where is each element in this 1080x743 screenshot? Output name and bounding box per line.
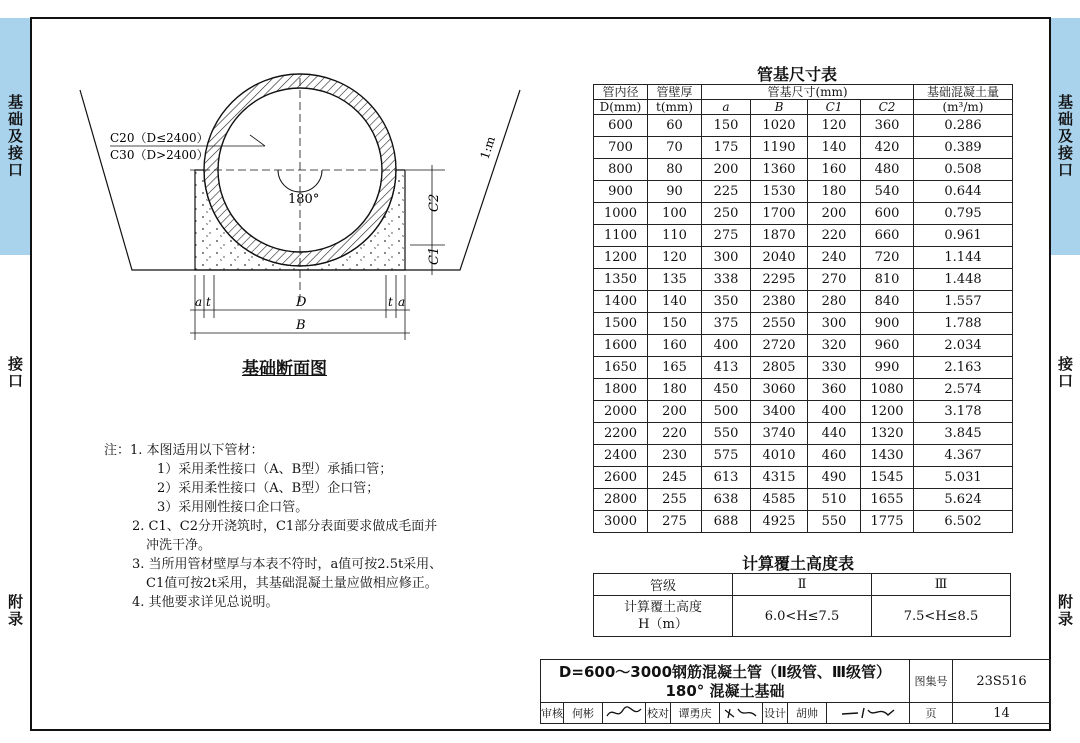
cover-height-text: 计算覆土高度 xyxy=(623,600,702,615)
table-cell: 638 xyxy=(702,489,751,511)
table-cell: 1775 xyxy=(861,511,914,533)
signature-graphic xyxy=(605,706,643,720)
angle-label: 180° xyxy=(288,192,320,207)
table-row xyxy=(594,137,1013,159)
table-cell: 330 xyxy=(808,357,861,379)
table-cell: 900 xyxy=(861,313,914,335)
foundation-section-drawing xyxy=(60,70,540,370)
header-text: 管内径 xyxy=(602,85,639,99)
table-row xyxy=(594,357,1013,379)
table-cell: 3000 xyxy=(594,511,648,533)
table-cell: 1200 xyxy=(861,401,914,423)
dimension-table-title: 管基尺寸表 xyxy=(757,65,838,84)
header-inner-dia xyxy=(594,85,648,100)
note-1c: 3）采用刚性接口企口管。 xyxy=(157,500,309,515)
table-cell: 2600 xyxy=(594,467,648,489)
table-cell: 1.448 xyxy=(914,269,1013,291)
table-cell: 0.795 xyxy=(914,203,1013,225)
table-cell: 1530 xyxy=(751,181,808,203)
dim-B-label: B xyxy=(296,318,306,333)
table-row xyxy=(594,401,1013,423)
table-cell: 1870 xyxy=(751,225,808,247)
reviewer-signature xyxy=(602,702,646,724)
header-a: a xyxy=(702,100,751,115)
table-cell: 960 xyxy=(861,335,914,357)
table-cell: 1320 xyxy=(861,423,914,445)
table-cell: 1080 xyxy=(861,379,914,401)
table-cell: 200 xyxy=(808,203,861,225)
designer-signature xyxy=(826,702,910,724)
table-cell: 110 xyxy=(648,225,702,247)
table-row xyxy=(594,379,1013,401)
table-cell: 70 xyxy=(648,137,702,159)
side-tab-appendix[interactable] xyxy=(1050,490,1080,731)
table-cell: 1.788 xyxy=(914,313,1013,335)
table-cell: 180 xyxy=(808,181,861,203)
table-cell: 3060 xyxy=(751,379,808,401)
table-cell: 510 xyxy=(808,489,861,511)
side-tab-label: 接口 xyxy=(6,355,24,390)
table-cell: 120 xyxy=(648,247,702,269)
atlas-number: 23S516 xyxy=(952,659,1051,703)
table-cell: 160 xyxy=(648,335,702,357)
table-row xyxy=(594,115,1013,137)
table-cell: 4315 xyxy=(751,467,808,489)
table-cell: 140 xyxy=(808,137,861,159)
side-tab-foundation[interactable] xyxy=(1050,18,1080,255)
note-4: 4. 其他要求详见总说明。 xyxy=(132,595,279,610)
table-cell: 160 xyxy=(808,159,861,181)
page-label: 页 xyxy=(909,702,953,724)
table-cell: 100 xyxy=(648,203,702,225)
table-cell: 2200 xyxy=(594,423,648,445)
table-cell: 1430 xyxy=(861,445,914,467)
header-volume-unit: (m³/m) xyxy=(914,100,1013,115)
side-tab-foundation[interactable] xyxy=(0,18,30,255)
table-cell: 360 xyxy=(861,115,914,137)
side-tab-label: 基础及接口 xyxy=(1056,94,1074,179)
header-group: 管基尺寸(mm) xyxy=(702,85,914,100)
title-block xyxy=(540,659,1051,731)
table-row xyxy=(594,247,1013,269)
table-cell: 4010 xyxy=(751,445,808,467)
note-3a: 3. 当所用管材壁厚与本表不符时，a值可按2.5t采用、 xyxy=(132,557,443,572)
table-cell: 220 xyxy=(808,225,861,247)
table-cell: 1.144 xyxy=(914,247,1013,269)
table-cell: 250 xyxy=(702,203,751,225)
table-cell: 2000 xyxy=(594,401,648,423)
design-label: 设计 xyxy=(762,702,788,724)
side-tab-appendix[interactable] xyxy=(0,490,30,731)
concrete-grade-c30: C30（D>2400） xyxy=(110,148,209,162)
cover-grade-label: 管级 xyxy=(594,574,733,596)
table-cell: 140 xyxy=(648,291,702,313)
table-cell: 1200 xyxy=(594,247,648,269)
table-cell: 0.644 xyxy=(914,181,1013,203)
table-cell: 275 xyxy=(702,225,751,247)
notes-block xyxy=(104,441,442,612)
side-tab-label: 附录 xyxy=(1056,593,1074,628)
header-text: 管壁厚 xyxy=(656,85,693,99)
drawing-title-line2: 180° 混凝土基础 xyxy=(665,682,785,700)
table-cell: 1.557 xyxy=(914,291,1013,313)
designer-name: 胡帅 xyxy=(787,702,827,724)
table-cell: 540 xyxy=(861,181,914,203)
table-cell: 255 xyxy=(648,489,702,511)
table-cell: 413 xyxy=(702,357,751,379)
table-cell: 1360 xyxy=(751,159,808,181)
check-label: 校对 xyxy=(645,702,671,724)
cover-range-2: 6.0<H≤7.5 xyxy=(733,596,872,637)
dim-t-right: t xyxy=(388,295,393,309)
dim-c1-label: C1 xyxy=(427,246,442,265)
table-cell: 135 xyxy=(648,269,702,291)
table-cell: 2380 xyxy=(751,291,808,313)
note-intro: 注：1. 本图适用以下管材： xyxy=(104,443,264,458)
header-B: B xyxy=(751,100,808,115)
table-cell: 2400 xyxy=(594,445,648,467)
table-cell: 275 xyxy=(648,511,702,533)
header-inner-dia-unit: D(mm) xyxy=(594,100,648,115)
table-cell: 1190 xyxy=(751,137,808,159)
note-3b: C1值可按2t采用，其基础混凝土量应做相应修正。 xyxy=(146,576,438,591)
table-cell: 700 xyxy=(594,137,648,159)
signature-graphic xyxy=(838,706,898,720)
dimension-table-body xyxy=(594,115,1013,533)
table-cell: 400 xyxy=(808,401,861,423)
page-number: 14 xyxy=(952,702,1051,724)
cover-grade-3: Ⅲ xyxy=(872,574,1011,596)
table-cell: 1500 xyxy=(594,313,648,335)
dim-c2-label: C2 xyxy=(427,193,442,212)
side-tab-label: 接口 xyxy=(1056,355,1074,390)
cover-height-unit: H（m） xyxy=(638,617,688,632)
table-row xyxy=(594,423,1013,445)
table-cell: 2805 xyxy=(751,357,808,379)
table-row xyxy=(594,467,1013,489)
table-cell: 220 xyxy=(648,423,702,445)
table-cell: 420 xyxy=(861,137,914,159)
table-cell: 6.502 xyxy=(914,511,1013,533)
signature-graphic xyxy=(722,706,760,720)
dimension-table xyxy=(593,84,1013,533)
table-cell: 440 xyxy=(808,423,861,445)
table-cell: 480 xyxy=(861,159,914,181)
review-label: 审核 xyxy=(540,702,564,724)
cover-height-label xyxy=(594,596,733,637)
table-row xyxy=(594,181,1013,203)
table-row xyxy=(594,511,1013,533)
table-cell: 2.034 xyxy=(914,335,1013,357)
table-cell: 1020 xyxy=(751,115,808,137)
table-row xyxy=(594,489,1013,511)
table-cell: 80 xyxy=(648,159,702,181)
table-cell: 1800 xyxy=(594,379,648,401)
side-tab-label: 附录 xyxy=(6,593,24,628)
table-cell: 2.163 xyxy=(914,357,1013,379)
table-cell: 400 xyxy=(702,335,751,357)
drawing-title-line1: D=600～3000钢筋混凝土管（Ⅱ级管、Ⅲ级管） xyxy=(558,663,892,681)
table-cell: 4.367 xyxy=(914,445,1013,467)
table-cell: 338 xyxy=(702,269,751,291)
table-cell: 3.845 xyxy=(914,423,1013,445)
slope-label: 1:m xyxy=(477,134,498,161)
dim-a-right: a xyxy=(398,295,406,309)
dim-t-left: t xyxy=(206,295,211,309)
table-cell: 900 xyxy=(594,181,648,203)
table-cell: 320 xyxy=(808,335,861,357)
table-cell: 240 xyxy=(808,247,861,269)
table-cell: 450 xyxy=(702,379,751,401)
table-cell: 660 xyxy=(861,225,914,247)
table-cell: 1655 xyxy=(861,489,914,511)
dim-a-left: a xyxy=(195,295,203,309)
table-row xyxy=(594,269,1013,291)
table-cell: 245 xyxy=(648,467,702,489)
table-cell: 350 xyxy=(702,291,751,313)
table-cell: 5.031 xyxy=(914,467,1013,489)
note-2b: 冲洗干净。 xyxy=(146,538,212,553)
table-cell: 460 xyxy=(808,445,861,467)
side-tab-joint[interactable] xyxy=(1050,255,1080,490)
note-1a: 1）采用柔性接口（A、B型）承插口管； xyxy=(157,462,393,477)
table-cell: 1600 xyxy=(594,335,648,357)
table-cell: 175 xyxy=(702,137,751,159)
table-cell: 360 xyxy=(808,379,861,401)
table-cell: 0.961 xyxy=(914,225,1013,247)
table-cell: 490 xyxy=(808,467,861,489)
table-cell: 600 xyxy=(594,115,648,137)
table-cell: 840 xyxy=(861,291,914,313)
table-cell: 375 xyxy=(702,313,751,335)
table-row xyxy=(594,335,1013,357)
cover-grade-2: Ⅱ xyxy=(733,574,872,596)
table-cell: 2550 xyxy=(751,313,808,335)
table-cell: 550 xyxy=(702,423,751,445)
checker-signature xyxy=(719,702,763,724)
cover-table xyxy=(593,573,1011,637)
cover-range-3: 7.5<H≤8.5 xyxy=(872,596,1011,637)
table-cell: 3740 xyxy=(751,423,808,445)
note-2a: 2. C1、C2分开浇筑时，C1部分表面要求做成毛面并 xyxy=(132,519,438,534)
table-cell: 1100 xyxy=(594,225,648,247)
table-cell: 300 xyxy=(808,313,861,335)
side-tab-label: 基础及接口 xyxy=(6,94,24,179)
table-cell: 500 xyxy=(702,401,751,423)
table-cell: 990 xyxy=(861,357,914,379)
note-1b: 2）采用柔性接口（A、B型）企口管； xyxy=(157,481,380,496)
table-cell: 613 xyxy=(702,467,751,489)
checker-name: 谭勇庆 xyxy=(670,702,720,724)
table-cell: 1650 xyxy=(594,357,648,379)
section-caption: 基础断面图 xyxy=(242,359,327,379)
table-cell: 120 xyxy=(808,115,861,137)
table-cell: 2800 xyxy=(594,489,648,511)
table-cell: 1400 xyxy=(594,291,648,313)
header-volume xyxy=(914,85,1013,100)
table-cell: 60 xyxy=(648,115,702,137)
table-cell: 225 xyxy=(702,181,751,203)
table-cell: 165 xyxy=(648,357,702,379)
table-row xyxy=(594,225,1013,247)
header-C2: C2 xyxy=(861,100,914,115)
cover-table-title: 计算覆土高度表 xyxy=(742,554,855,573)
table-cell: 2040 xyxy=(751,247,808,269)
table-cell: 4925 xyxy=(751,511,808,533)
table-cell: 3400 xyxy=(751,401,808,423)
table-cell: 270 xyxy=(808,269,861,291)
dim-D-label: D xyxy=(296,295,307,310)
table-cell: 300 xyxy=(702,247,751,269)
table-cell: 688 xyxy=(702,511,751,533)
header-text: 基础混凝土量 xyxy=(926,85,999,99)
table-cell: 0.508 xyxy=(914,159,1013,181)
table-row xyxy=(594,159,1013,181)
table-cell: 180 xyxy=(648,379,702,401)
header-wall xyxy=(648,85,702,100)
table-cell: 4585 xyxy=(751,489,808,511)
table-cell: 1700 xyxy=(751,203,808,225)
table-cell: 200 xyxy=(648,401,702,423)
table-cell: 90 xyxy=(648,181,702,203)
table-cell: 5.624 xyxy=(914,489,1013,511)
header-wall-unit: t(mm) xyxy=(648,100,702,115)
table-cell: 600 xyxy=(861,203,914,225)
table-cell: 2.574 xyxy=(914,379,1013,401)
table-cell: 2720 xyxy=(751,335,808,357)
table-cell: 150 xyxy=(702,115,751,137)
table-row xyxy=(594,313,1013,335)
table-cell: 3.178 xyxy=(914,401,1013,423)
table-row xyxy=(594,203,1013,225)
table-cell: 230 xyxy=(648,445,702,467)
table-row xyxy=(594,291,1013,313)
table-cell: 800 xyxy=(594,159,648,181)
table-cell: 810 xyxy=(861,269,914,291)
header-C1: C1 xyxy=(808,100,861,115)
side-tab-joint[interactable] xyxy=(0,255,30,490)
table-cell: 200 xyxy=(702,159,751,181)
table-cell: 280 xyxy=(808,291,861,313)
table-cell: 720 xyxy=(861,247,914,269)
atlas-label: 图集号 xyxy=(909,659,953,703)
table-cell: 1000 xyxy=(594,203,648,225)
concrete-grade-c20: C20（D≤2400） xyxy=(110,131,209,145)
reviewer-name: 何彬 xyxy=(563,702,603,724)
table-cell: 2295 xyxy=(751,269,808,291)
table-cell: 1545 xyxy=(861,467,914,489)
table-cell: 0.389 xyxy=(914,137,1013,159)
table-cell: 1350 xyxy=(594,269,648,291)
table-cell: 575 xyxy=(702,445,751,467)
drawing-title xyxy=(540,659,910,703)
table-cell: 0.286 xyxy=(914,115,1013,137)
table-cell: 550 xyxy=(808,511,861,533)
table-cell: 150 xyxy=(648,313,702,335)
table-row xyxy=(594,445,1013,467)
